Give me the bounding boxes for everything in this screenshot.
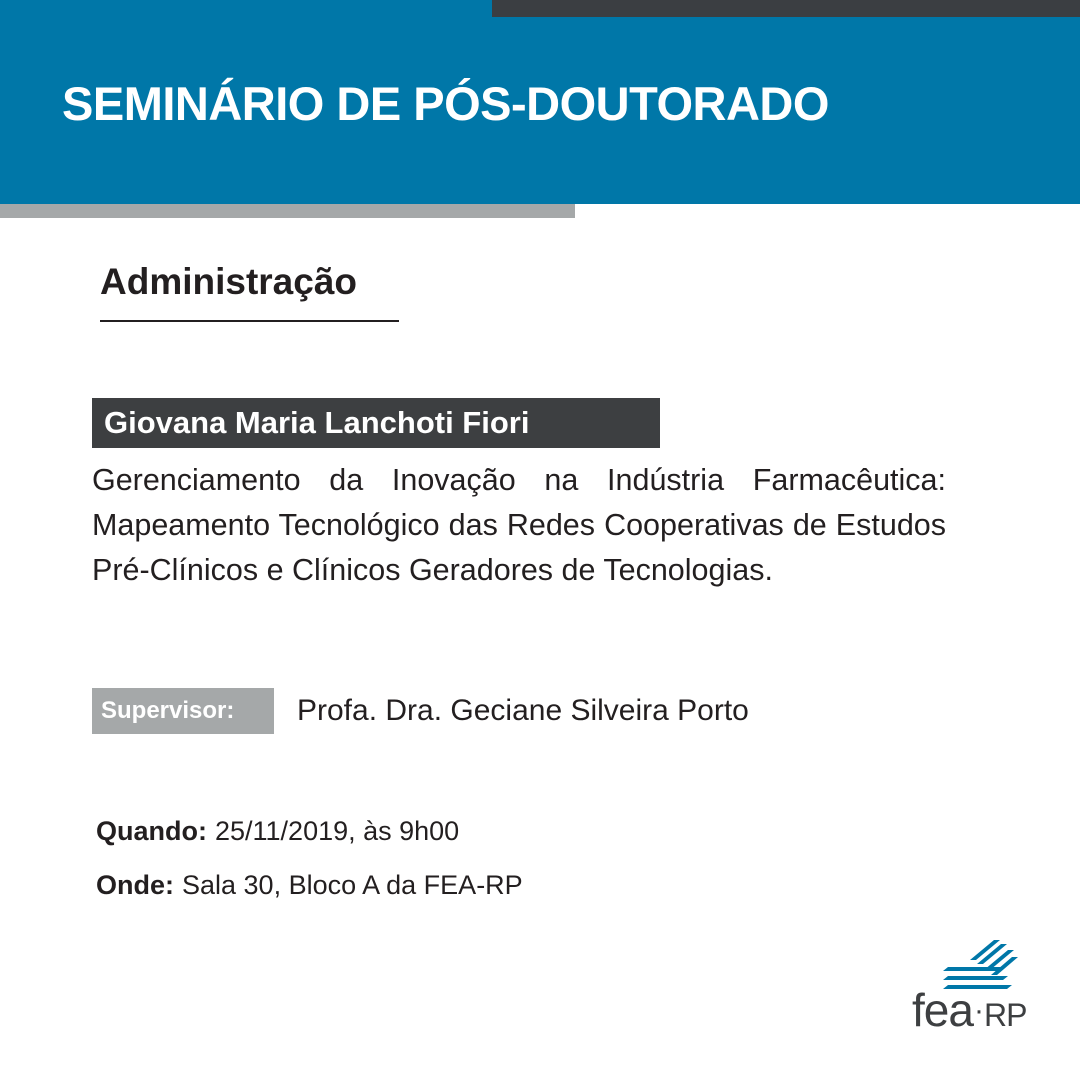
thesis-title: Gerenciamento da Inovação na Indústria Farmacêutica: Mapeamento Tecnológico das Redes Cooperativas de Estudos Pré-Clínicos e Clínicos Geradores de Tecnologias. bbox=[92, 463, 946, 587]
header-gray-strip bbox=[0, 204, 575, 218]
logo-text-dot: · bbox=[973, 994, 983, 1027]
supervisor-badge bbox=[92, 688, 274, 734]
supervisor-label: Supervisor: bbox=[101, 697, 235, 724]
presenter-badge bbox=[92, 398, 660, 448]
section-title: Administração bbox=[100, 261, 358, 302]
when-label: Quando: bbox=[96, 816, 207, 846]
where-label: Onde: bbox=[96, 870, 174, 900]
event-when-row bbox=[96, 812, 459, 850]
logo-text-suffix: RP bbox=[983, 997, 1027, 1033]
where-value: Sala 30, Bloco A da FEA-RP bbox=[182, 870, 523, 900]
event-where-row bbox=[96, 866, 523, 904]
supervisor-name: Profa. Dra. Geciane Silveira Porto bbox=[297, 694, 749, 727]
logo-text bbox=[912, 985, 1026, 1040]
section-underline bbox=[100, 320, 399, 322]
logo-text-main: fea bbox=[912, 984, 973, 1036]
header-accent-bar bbox=[492, 0, 1080, 17]
when-value: 25/11/2019, às 9h00 bbox=[214, 816, 460, 846]
fea-rp-logo bbox=[900, 940, 1040, 1040]
presenter-name: Giovana Maria Lanchoti Fiori bbox=[104, 405, 530, 440]
page-title: SEMINÁRIO DE PÓS-DOUTORADO bbox=[62, 77, 829, 130]
